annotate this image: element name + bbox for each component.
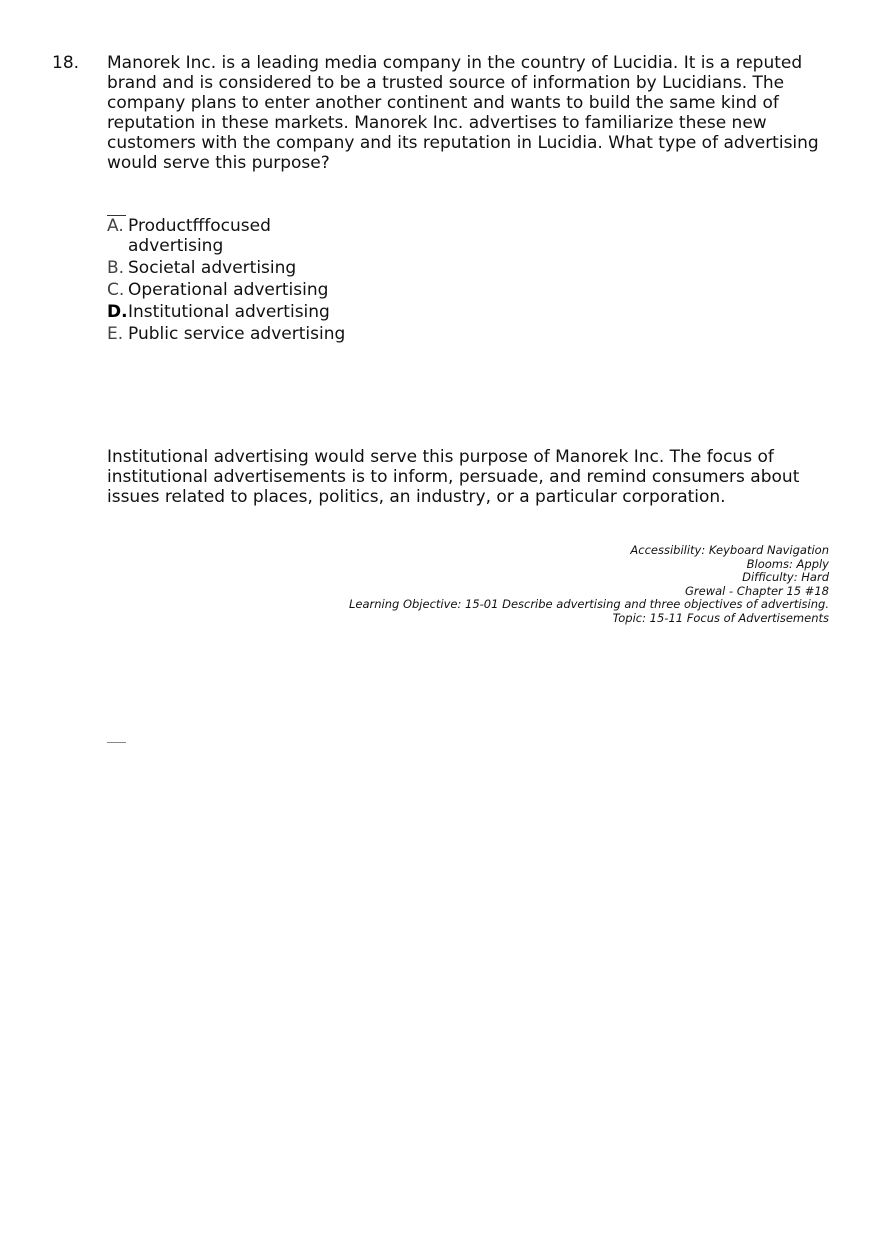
meta-source: Grewal - Chapter 15 #18 xyxy=(684,583,829,598)
choice-letter: A. xyxy=(107,216,124,236)
answer-choices xyxy=(107,216,367,346)
separator-line xyxy=(107,742,126,743)
meta-accessibility: Accessibility: Keyboard Navigation xyxy=(630,543,829,557)
choice-letter: D. xyxy=(107,302,128,322)
choice-text: Institutional advertising xyxy=(128,302,330,322)
question-number: 18. xyxy=(52,53,80,73)
meta-blooms: Blooms: Apply xyxy=(746,556,829,571)
choice-c xyxy=(107,280,367,300)
meta-topic: Topic: 15-11 Focus of Advertisements xyxy=(612,610,829,625)
choice-text: Productfffocused advertising xyxy=(128,216,271,256)
choice-text: Societal advertising xyxy=(128,258,297,278)
choice-text: Public service advertising xyxy=(128,324,346,344)
meta-difficulty: Difﬁculty: Hard xyxy=(742,570,829,585)
answer-explanation: Institutional advertising would serve this purpose of Manorek Inc. The focus of institutional advertisements is to inform, persuade, and remind consumers about issues related to places, politics, an industry, or a particular corporation. xyxy=(107,447,800,507)
choice-letter: E. xyxy=(107,324,124,344)
meta-learning-objective: Learning Objective: 15-01 Describe advertising and three objectives of advertising. xyxy=(348,597,829,612)
choice-e xyxy=(107,324,367,344)
choice-text: Operational advertising xyxy=(128,280,329,300)
choice-a xyxy=(107,216,367,256)
choice-b xyxy=(107,258,367,278)
question-stem: Manorek Inc. is a leading media company in the country of Lucidia. It is a reputed brand and is considered to be a trusted source of information by Lucidians. The company plans to enter another continent and wants to build the same kind of reputation in these markets. Manorek Inc. advertises to familiarize these new customers with the company and its reputation in Lucidia. What type of advertising would serve this purpose? xyxy=(107,53,819,173)
choice-d-correct xyxy=(107,302,367,322)
question-metadata xyxy=(229,544,829,626)
choice-letter: C. xyxy=(107,280,125,300)
choice-letter: B. xyxy=(107,258,125,278)
